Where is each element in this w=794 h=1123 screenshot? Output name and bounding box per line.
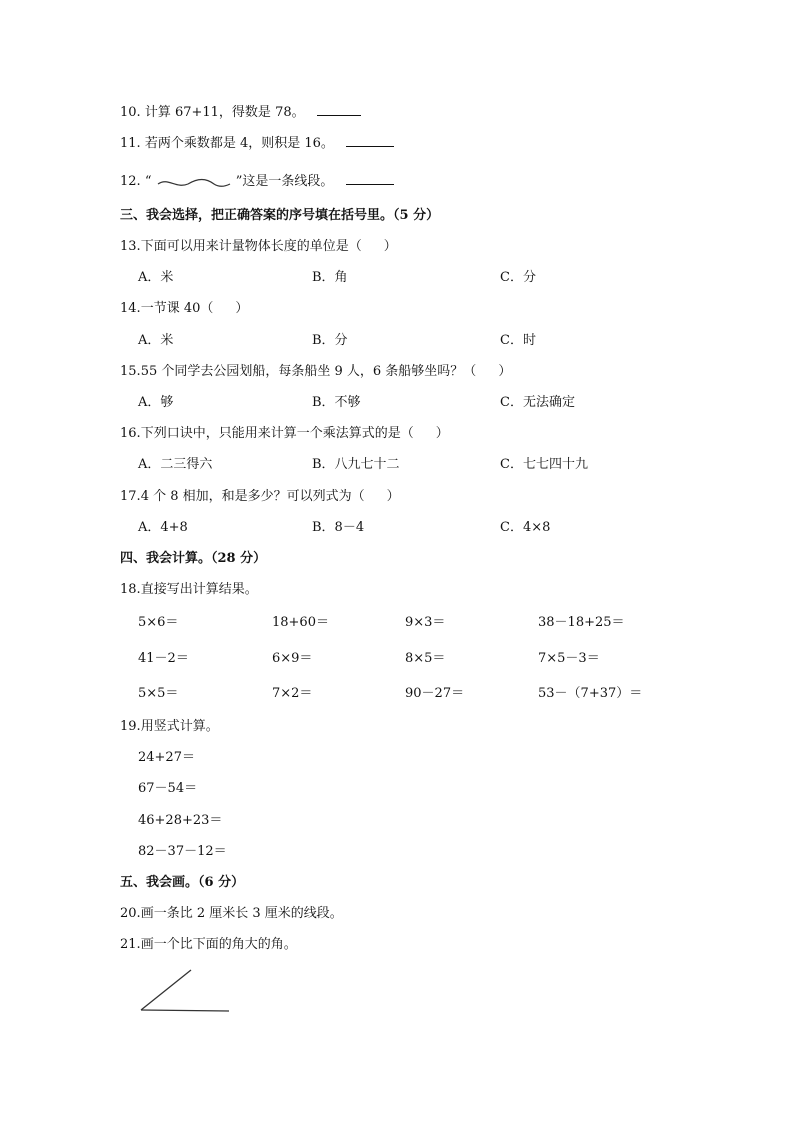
question-number: 16. <box>120 426 141 441</box>
angle-ray-lower <box>141 1010 229 1011</box>
calc-item: 5×5＝ <box>138 686 179 701</box>
question-text: 用竖式计算。 <box>140 719 219 734</box>
question-text: ”这是一条线段。 <box>235 174 334 189</box>
option-b: B．角 <box>312 270 348 285</box>
option-c: C．分 <box>500 270 536 285</box>
calc-item: 7×2＝ <box>272 686 313 701</box>
close-paren: ） <box>386 489 400 504</box>
option-b: B．不够 <box>312 395 361 410</box>
option-c: C．4×8 <box>500 520 551 535</box>
wavy-line-icon <box>156 175 232 189</box>
question-16 <box>120 425 449 443</box>
calc-item: 8×5＝ <box>405 651 446 666</box>
question-number: 20. <box>120 906 141 921</box>
close-paren: ） <box>383 239 397 254</box>
question-number: 12. <box>120 174 141 189</box>
question-text: 55 个同学去公园划船，每条船坐 9 人，6 条船够坐吗？（ <box>140 364 477 379</box>
answer-blank[interactable] <box>346 134 394 147</box>
question-text: 下面可以用来计量物体长度的单位是（ <box>140 239 362 254</box>
question-text: 一节课 40（ <box>140 301 214 316</box>
question-19 <box>120 718 219 736</box>
question-text: 计算 67+11，得数是 78。 <box>144 105 305 120</box>
calc-item: 53－（7+37）＝ <box>538 686 643 701</box>
vertical-calc-item: 24+27＝ <box>138 750 195 765</box>
option-a: A．二三得六 <box>138 457 213 472</box>
option-a: A．4+8 <box>138 520 188 535</box>
question-21 <box>120 936 297 954</box>
question-text: 下列口诀中，只能用来计算一个乘法算式的是（ <box>140 426 414 441</box>
angle-ray-upper <box>141 970 191 1010</box>
calc-item: 6×9＝ <box>272 651 313 666</box>
question-15 <box>120 363 511 381</box>
question-text: 4 个 8 相加，和是多少？可以列式为（ <box>140 489 365 504</box>
question-number: 17. <box>120 489 141 504</box>
calc-item: 5×6＝ <box>138 615 179 630</box>
open-quote: “ <box>144 174 152 189</box>
question-12 <box>120 172 394 191</box>
option-c: C．时 <box>500 333 536 348</box>
question-text: 直接写出计算结果。 <box>140 582 258 597</box>
question-number: 19. <box>120 719 141 734</box>
close-paren: ） <box>435 426 449 441</box>
question-number: 18. <box>120 582 141 597</box>
question-number: 14. <box>120 301 141 316</box>
question-number: 10. <box>120 105 141 120</box>
answer-blank[interactable] <box>317 103 361 116</box>
option-c: C．七七四十九 <box>500 457 588 472</box>
option-b: B．分 <box>312 333 348 348</box>
option-b: B．8－4 <box>312 520 365 535</box>
calc-item: 38－18+25＝ <box>538 615 625 630</box>
vertical-calc-item: 46+28+23＝ <box>138 813 223 828</box>
calc-item: 90－27＝ <box>405 686 465 701</box>
calc-item: 41－2＝ <box>138 651 189 666</box>
calc-item: 18+60＝ <box>272 615 329 630</box>
option-a: A．米 <box>138 333 174 348</box>
question-11 <box>120 134 394 153</box>
option-a: A．米 <box>138 270 174 285</box>
question-number: 11. <box>120 136 141 151</box>
wavy-line-figure <box>156 175 232 189</box>
question-20 <box>120 905 343 923</box>
close-paren: ） <box>498 364 512 379</box>
answer-blank[interactable] <box>346 172 394 185</box>
question-14 <box>120 300 248 318</box>
section-heading: 三、我会选择，把正确答案的序号填在括号里。（5 分） <box>120 208 440 223</box>
question-number: 21. <box>120 937 141 952</box>
angle-figure <box>135 966 235 1016</box>
question-text: 画一个比下面的角大的角。 <box>140 937 297 952</box>
question-text: 画一条比 2 厘米长 3 厘米的线段。 <box>140 906 343 921</box>
question-number: 15. <box>120 364 141 379</box>
question-text: 若两个乘数都是 4，则积是 16。 <box>144 136 334 151</box>
vertical-calc-item: 82－37－12＝ <box>138 844 227 859</box>
option-c: C．无法确定 <box>500 395 575 410</box>
close-paren: ） <box>235 301 249 316</box>
question-10 <box>120 103 361 122</box>
question-13 <box>120 238 397 256</box>
section-heading: 四、我会计算。（28 分） <box>120 551 267 566</box>
section-heading: 五、我会画。（6 分） <box>120 875 245 890</box>
calc-item: 7×5－3＝ <box>538 651 600 666</box>
question-17 <box>120 488 400 506</box>
option-a: A．够 <box>138 395 174 410</box>
calc-item: 9×3＝ <box>405 615 446 630</box>
vertical-calc-item: 67－54＝ <box>138 781 198 796</box>
question-18 <box>120 581 258 599</box>
option-b: B．八九七十二 <box>312 457 400 472</box>
question-number: 13. <box>120 239 141 254</box>
